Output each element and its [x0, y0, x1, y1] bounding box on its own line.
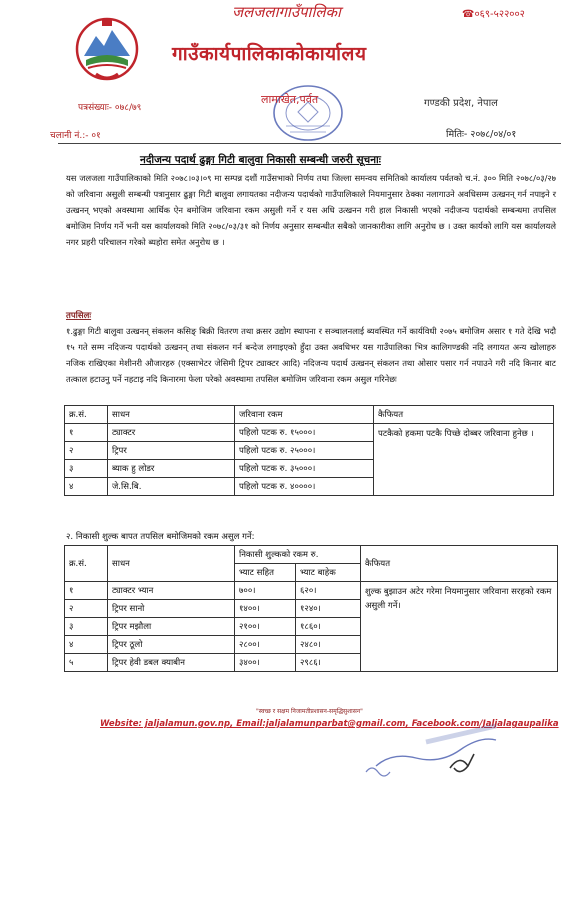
table-cell: पहिलो पटक रु. २५०००। — [235, 442, 374, 460]
table-cell: ३४००। — [235, 654, 296, 672]
fine-table — [64, 405, 554, 496]
table-cell: ट्रिपर — [108, 442, 235, 460]
table-cell: ३ — [65, 618, 108, 636]
table-subheader: भ्याट बाहेक — [296, 564, 361, 582]
footer-contact-links[interactable]: Website: jaljalamun.gov.np, Email:jaljalamunparbat@gmail.com, Facebook.com/Jaljalagaupalika — [100, 719, 559, 729]
table-cell: ट्याक्टर — [108, 424, 235, 442]
table-header: जरिवाना रकम — [235, 406, 374, 424]
table-cell: १२४०। — [296, 600, 361, 618]
table-cell: १ — [65, 582, 108, 600]
notes-body: १.ढुङ्गा गिटी बालुवा उत्खनन् संकलन कसिङ् बिक्री वितरण तथा क्रसर उद्योग स्थापना र सञ्चालनलाई ब्यवस्थित गर्ने कार्यविधी २०७५ बमोजिम असार १ गते देखि भदौ १५ गते सम्म नदिजन्य पदार्थको उत्खनन् तथा संकलन गर्न बन्देज लगाइएको हुँदा उक्त अवधिभर यस गाउँपालिका भित्र कालिगण्डकी नदि लगायत अन्य खोलाहरु नजिक राखिएका मेशीनरी औजारहरु (एक्साभेटर जेसिमी ट्रिपर ट्याक्टर आदि) नदिजन्य पदार्थ उत्खनन् संकलन तथा ओसार पसार गर्न नपाउने गरी नदि किनार बाट तत्काल हटाउनु पर्ने नहटाइ नदि किनारमा फेला परेको अवस्थामा तपसिल बमोजिम जरिवाना रकम असुल गरिनेछः — [66, 326, 556, 384]
table-cell: ब्याक हु लोडर — [108, 460, 235, 478]
notes-label: तपसिलः — [66, 311, 92, 321]
table-cell: २८००। — [235, 636, 296, 654]
section-two-title: २. निकासी शुल्क बापत तपसिल बमोजिमको रकम असुल गर्ने: — [66, 532, 255, 542]
notice-title: नदीजन्य पदार्थ ढुङ्गा गिटी बालुवा निकासी सम्बन्धी जरुरी सूचनाः — [140, 154, 381, 166]
table-header: निकासी शुल्कको रकम रु. — [235, 546, 361, 564]
table-cell: ७००। — [235, 582, 296, 600]
export-fee-table — [64, 545, 558, 672]
table-cell: २ — [65, 442, 108, 460]
table-cell: १ — [65, 424, 108, 442]
phone-number: ☎०६९-५२२००२ — [462, 9, 525, 20]
table-cell: पहिलो पटक रु. ४००००। — [235, 478, 374, 496]
table-cell: ४ — [65, 636, 108, 654]
office-name: जलजलागाउँपालिका — [232, 3, 341, 21]
table-cell: ट्रिपर सानो — [108, 600, 235, 618]
table-cell: पहिलो पटक रु. ३५०००। — [235, 460, 374, 478]
table-cell: ट्रिपर मझौला — [108, 618, 235, 636]
province-text: गण्डकी प्रदेश, नेपाल — [424, 98, 498, 109]
fine-remark: पटकैको हकमा पटकै पिच्छे दोब्बर जरिवाना हुनेछ । — [374, 424, 554, 496]
dispatch-number: चलानी नं.:- ०१ — [50, 131, 101, 141]
table-cell: २ — [65, 600, 108, 618]
table-cell: १४००। — [235, 600, 296, 618]
table-header-row — [65, 546, 558, 564]
table-cell: ५ — [65, 654, 108, 672]
table-row — [65, 582, 558, 600]
table-header: साधन — [108, 406, 235, 424]
table-cell: २४८०। — [296, 636, 361, 654]
officer-signature-stamp — [356, 712, 506, 790]
footer-slogan: "स्वच्छ र सक्षम निजामतीप्रशासन-समृद्धिसुशासन" — [256, 708, 363, 715]
table-header: क्र.सं. — [65, 406, 108, 424]
table-cell: ६२०। — [296, 582, 361, 600]
table-subheader: भ्याट सहित — [235, 564, 296, 582]
table-cell: ट्रिपर हेवी डबल क्याबीन — [108, 654, 235, 672]
letter-date: मितिः- २०७८/०४/०१ — [446, 129, 517, 140]
table-cell: ट्रिपर ठूलो — [108, 636, 235, 654]
table-cell: पहिलो पटक रु. १५०००। — [235, 424, 374, 442]
table-header: कैफियत — [374, 406, 554, 424]
table-cell: जे.सि.बि. — [108, 478, 235, 496]
table-header: साधन — [108, 546, 235, 582]
table-header: क्र.सं. — [65, 546, 108, 582]
table-cell: २९८६। — [296, 654, 361, 672]
notice-paragraph: यस जलजला गाउँपालिकाको मिति २०७८।०३।०९ मा सम्पन्न दशौं गाउँसभाको निर्णय तथा जिल्ला समन्वय समितिको कार्यालय पर्वतको च.नं. ३०० मिति २०७८/०३/२७ को जरिवाना असुली सम्बन्धी पत्रानुसार ढुङ्गा गिटी बालुवा लगायतका नदीजन्य पदार्थको गाउँपालिकाले नियमानुसार ठेक्का नलागाउने अवधिसम्म उत्खनन् गर्न नपाइने र उत्खनन् भएको अवस्थामा आर्थिक ऐन बमोजिम जरिवाना रकम असुली गर्ने र यस अधि उत्खनन गरी हाल निकासी भएको नदीजन्य पदार्थको सम्बन्धमा तपसिल बमोजिम निर्णय गर्ने भनी यस कार्यालयको मिति २०७८/०३/३१ को निर्णय अनुसार सम्बन्धीत सबैको जानकारीका लागि अनुरोध छ । उक्त कार्यको लागि यस कार्यालयले नगर प्रहरी परिचालन गरेको ब्यहोरा समेत अनुरोध छ । — [66, 173, 556, 247]
table-cell: २१००। — [235, 618, 296, 636]
table-cell: १८६०। — [296, 618, 361, 636]
nepal-emblem-logo — [74, 16, 140, 86]
header-divider — [58, 143, 561, 144]
office-title: गाउँकार्यपालिकाकोकार्यालय — [172, 43, 367, 65]
table-cell: ४ — [65, 478, 108, 496]
table-header: कैफियत — [361, 546, 558, 582]
office-location: लामाखेत,पर्वत — [261, 93, 319, 106]
table-header-row — [65, 406, 554, 424]
table-row — [65, 424, 554, 442]
table-cell: ट्याक्टर भ्यान — [108, 582, 235, 600]
table-cell: ३ — [65, 460, 108, 478]
fee-remark: शुल्क बुझाउन अटेर गरेमा नियमानुसार जरिवाना सरहको रकम असुली गर्ने। — [361, 582, 558, 672]
reference-number: पत्रसंख्याः- ०७८/७९ — [78, 103, 142, 113]
